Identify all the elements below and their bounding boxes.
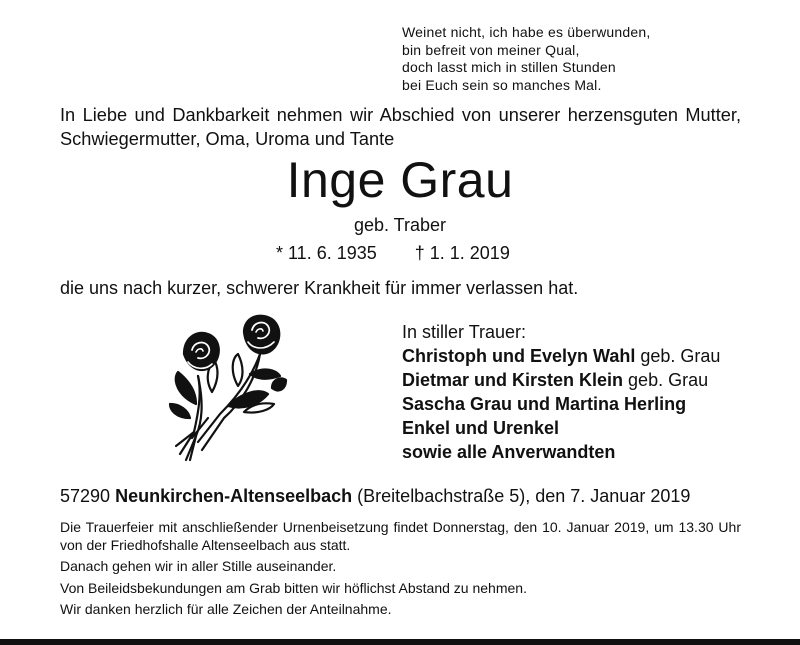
poem-line: bei Euch sein so manches Mal. — [402, 76, 602, 93]
death-date: † 1. 1. 2019 — [414, 243, 510, 263]
birth-name: geb. Traber — [353, 215, 447, 235]
mourner-name: Sascha Grau und Martina Herling — [402, 394, 687, 414]
roses-icon — [168, 314, 288, 464]
funeral-notes — [60, 519, 741, 619]
poem-line: doch lasst mich in stillen Stunden — [402, 59, 616, 75]
place-date-line — [60, 484, 690, 508]
deceased-name: Inge Grau — [286, 152, 514, 208]
mourner-line — [402, 368, 720, 392]
thanks-info: Wir danken herzlich für alle Zeichen der Anteilnahme. — [60, 601, 392, 617]
condolence-info: Von Beileidsbekundungen am Grab bitten wir höflichst Abstand zu nehmen. — [60, 579, 527, 596]
mourner-name: sowie alle Anverwandten — [402, 442, 616, 462]
mourners-list — [402, 320, 720, 464]
mourner-note: geb. Grau — [623, 370, 709, 390]
life-dates — [276, 241, 510, 265]
mourners-heading: In stiller Trauer: — [402, 322, 527, 342]
town: Neunkirchen-Altenseelbach — [115, 486, 353, 506]
poem-line: Weinet nicht, ich habe es überwunden, — [402, 24, 651, 40]
funeral-info: Die Trauerfeier mit anschließender Urnenbeisetzung findet Donnerstag, den 10. Januar 2019, um 13.30 Uhr von der Friedhofshalle Altenseelbach aus statt. — [60, 519, 741, 553]
mourner-note: geb. Grau — [635, 346, 721, 366]
mourner-line — [402, 392, 720, 416]
after-info: Danach gehen wir in aller Stille auseinander. — [60, 558, 337, 574]
postcode: 57290 — [60, 486, 111, 506]
mourner-line — [402, 344, 720, 368]
mourner-name: Christoph und Evelyn Wahl — [402, 346, 636, 366]
address-date: (Breitelbachstraße 5), den 7. Januar 2019 — [357, 486, 691, 506]
birth-date: * 11. 6. 1935 — [276, 243, 377, 263]
intro-text: In Liebe und Dankbarkeit nehmen wir Abschied von unserer herzensguten Mutter, Schwiegermutter, Oma, Uroma und Tante — [60, 105, 741, 149]
bottom-border — [0, 639, 800, 645]
mourner-name: Dietmar und Kirsten Klein — [402, 370, 624, 390]
poem — [402, 24, 650, 94]
passing-text: die uns nach kurzer, schwerer Krankheit für immer verlassen hat. — [60, 278, 579, 298]
mourner-name: Enkel und Urenkel — [402, 418, 560, 438]
poem-line: bin befreit von meiner Qual, — [402, 41, 580, 58]
mourner-line — [402, 416, 720, 440]
mourner-line — [402, 440, 720, 464]
